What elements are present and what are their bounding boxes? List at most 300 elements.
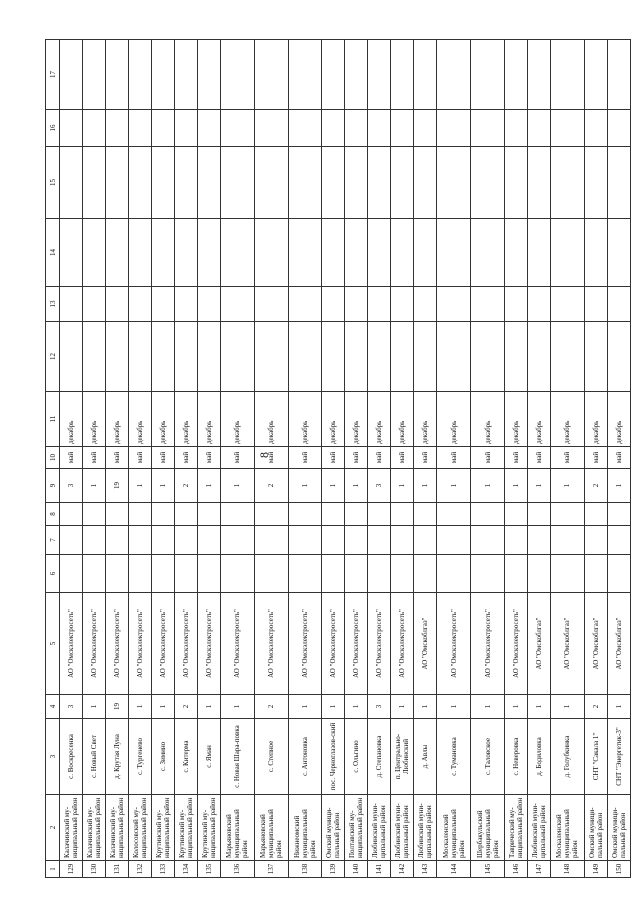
- table-cell: [368, 322, 391, 392]
- table-cell: Марьяновский муниципальный район: [221, 795, 255, 861]
- table-cell: [288, 219, 322, 287]
- table-cell: Марьяновский муниципальный район: [254, 795, 288, 861]
- table-cell: 3: [60, 469, 83, 503]
- table-cell: 3: [368, 469, 391, 503]
- table-cell: [254, 219, 288, 287]
- table-cell: [471, 503, 505, 526]
- table-cell: [83, 110, 106, 147]
- table-cell: [221, 147, 255, 219]
- table-cell: декабрь: [471, 392, 505, 447]
- table-cell: [175, 219, 198, 287]
- table-cell: 147: [528, 861, 551, 878]
- table-cell: [551, 322, 585, 392]
- table-cell: 140: [345, 861, 368, 878]
- column-number: 12: [46, 322, 60, 392]
- table-cell: [505, 503, 528, 526]
- table-cell: с. Неверовка: [505, 719, 528, 795]
- table-cell: [254, 40, 288, 110]
- table-cell: Омский муници-пальный район: [584, 795, 607, 861]
- column-number: 9: [46, 469, 60, 503]
- table-cell: с. Новый Свет: [83, 719, 106, 795]
- table-cell: [414, 503, 437, 526]
- table-cell: [471, 555, 505, 593]
- table-row: [175, 40, 198, 878]
- table-cell: АО "Омскоблгаз": [584, 593, 607, 695]
- table-cell: АО "Омскэлектросеть": [288, 593, 322, 695]
- table-cell: [607, 40, 630, 110]
- table-cell: СНТ "Сакала 1": [584, 719, 607, 795]
- column-number: 2: [46, 795, 60, 861]
- table-cell: [221, 526, 255, 555]
- table-cell: май: [528, 447, 551, 469]
- table-cell: 130: [83, 861, 106, 878]
- table-cell: с. Тумановка: [437, 719, 471, 795]
- table-cell: [505, 219, 528, 287]
- table-cell: СНТ "Энергетик-3": [607, 719, 630, 795]
- table-cell: [471, 322, 505, 392]
- table-cell: [437, 219, 471, 287]
- table-cell: 3: [368, 695, 391, 719]
- table-cell: [60, 555, 83, 593]
- table-cell: 1: [414, 469, 437, 503]
- table-cell: 1: [551, 695, 585, 719]
- table-cell: [60, 322, 83, 392]
- table-cell: 144: [437, 861, 471, 878]
- table-cell: [528, 555, 551, 593]
- table-cell: май: [106, 447, 129, 469]
- table-cell: [414, 147, 437, 219]
- table-cell: с. Антоновка: [288, 719, 322, 795]
- table-cell: [106, 322, 129, 392]
- table-cell: [391, 526, 414, 555]
- table-cell: 19: [106, 469, 129, 503]
- table-row: [391, 40, 414, 878]
- table-cell: [254, 526, 288, 555]
- table-cell: Любинский муни-ципальный район: [414, 795, 437, 861]
- table-cell: [414, 219, 437, 287]
- table-cell: АО "Омскэлектросеть": [198, 593, 221, 695]
- table-row: [221, 40, 255, 878]
- table-cell: [221, 219, 255, 287]
- table-cell: 1: [471, 469, 505, 503]
- table-cell: [175, 147, 198, 219]
- table-cell: 135: [198, 861, 221, 878]
- table-cell: АО "Омскоблгаз": [528, 593, 551, 695]
- table-cell: май: [322, 447, 345, 469]
- table-cell: май: [607, 447, 630, 469]
- table-cell: [345, 555, 368, 593]
- table-cell: [288, 526, 322, 555]
- table-cell: [528, 219, 551, 287]
- table-cell: [368, 287, 391, 322]
- table-cell: с. Китерма: [175, 719, 198, 795]
- table-cell: [106, 219, 129, 287]
- table-cell: 1: [322, 695, 345, 719]
- table-row: [106, 40, 129, 878]
- table-cell: [322, 40, 345, 110]
- table-cell: май: [152, 447, 175, 469]
- table-cell: [254, 322, 288, 392]
- table-row: [414, 40, 437, 878]
- table-cell: [505, 147, 528, 219]
- table-cell: [391, 40, 414, 110]
- table-cell: АО "Омскэлектросеть": [175, 593, 198, 695]
- table-cell: 1: [221, 469, 255, 503]
- table-cell: [83, 219, 106, 287]
- table-cell: [152, 287, 175, 322]
- table-cell: [551, 287, 585, 322]
- table-cell: 1: [129, 469, 152, 503]
- column-number: 3: [46, 719, 60, 795]
- table-cell: декабрь: [288, 392, 322, 447]
- table-cell: [528, 322, 551, 392]
- table-cell: [368, 110, 391, 147]
- table-cell: [528, 147, 551, 219]
- table-cell: декабрь: [198, 392, 221, 447]
- table-cell: 19: [106, 695, 129, 719]
- table-cell: [607, 555, 630, 593]
- table-cell: [505, 526, 528, 555]
- table-cell: 141: [368, 861, 391, 878]
- table-cell: 1: [152, 469, 175, 503]
- table-row: [288, 40, 322, 878]
- table-cell: [152, 555, 175, 593]
- table-cell: [60, 110, 83, 147]
- table-cell: [129, 555, 152, 593]
- table-cell: [528, 287, 551, 322]
- header-row: [46, 40, 60, 878]
- table-row: [152, 40, 175, 878]
- table-cell: декабрь: [437, 392, 471, 447]
- table-cell: [505, 110, 528, 147]
- table-cell: май: [551, 447, 585, 469]
- table-cell: [391, 110, 414, 147]
- table-cell: [607, 503, 630, 526]
- table-cell: с. Таловское: [471, 719, 505, 795]
- table-cell: [322, 287, 345, 322]
- column-number: 4: [46, 695, 60, 719]
- table-cell: декабрь: [368, 392, 391, 447]
- table-cell: [391, 219, 414, 287]
- table-cell: 1: [414, 695, 437, 719]
- table-cell: 1: [551, 469, 585, 503]
- table-cell: [175, 40, 198, 110]
- table-cell: Любинский муни-ципальный район: [391, 795, 414, 861]
- table-cell: [437, 526, 471, 555]
- table-cell: [551, 526, 585, 555]
- table-cell: [345, 322, 368, 392]
- table-cell: декабрь: [505, 392, 528, 447]
- table-cell: 1: [607, 695, 630, 719]
- table-cell: [437, 110, 471, 147]
- table-row: [60, 40, 83, 878]
- table-cell: Омский муници-пальный район: [322, 795, 345, 861]
- table-cell: [221, 287, 255, 322]
- table-cell: Таврический му-ниципальный район: [505, 795, 528, 861]
- table-cell: [129, 526, 152, 555]
- table-cell: [584, 40, 607, 110]
- table-cell: Крутинский му-ниципальный район: [152, 795, 175, 861]
- table-cell: [322, 219, 345, 287]
- table-cell: АО "Омскоблгаз": [551, 593, 585, 695]
- table-cell: Крутинский му-ниципальный район: [198, 795, 221, 861]
- table-cell: 146: [505, 861, 528, 878]
- table-cell: [83, 40, 106, 110]
- table-cell: с. Воскресенка: [60, 719, 83, 795]
- table-cell: [528, 40, 551, 110]
- table-row: [471, 40, 505, 878]
- table-cell: Шербакульский муниципальный район: [471, 795, 505, 861]
- table-cell: май: [60, 447, 83, 469]
- table-cell: [152, 110, 175, 147]
- table-cell: АО "Омскоблгаз": [414, 593, 437, 695]
- table-cell: [528, 110, 551, 147]
- table-cell: декабрь: [345, 392, 368, 447]
- table-cell: АО "Омскэлектросеть": [60, 593, 83, 695]
- table-cell: АО "Омскэлектросеть": [391, 593, 414, 695]
- table-cell: п. Центрально-Любинский: [391, 719, 414, 795]
- table-cell: декабрь: [60, 392, 83, 447]
- table-cell: [505, 555, 528, 593]
- table-cell: май: [437, 447, 471, 469]
- table-cell: декабрь: [607, 392, 630, 447]
- table-cell: 143: [414, 861, 437, 878]
- table-row: [584, 40, 607, 878]
- table-cell: [106, 110, 129, 147]
- table-cell: [368, 503, 391, 526]
- table-cell: [254, 503, 288, 526]
- table-cell: декабрь: [551, 392, 585, 447]
- table-cell: [322, 555, 345, 593]
- table-cell: [505, 287, 528, 322]
- table-cell: 1: [288, 469, 322, 503]
- table-cell: [368, 147, 391, 219]
- table-cell: [345, 526, 368, 555]
- table-cell: Любинский муни-ципальный район: [368, 795, 391, 861]
- table-cell: [288, 40, 322, 110]
- table-cell: май: [288, 447, 322, 469]
- table-row: [198, 40, 221, 878]
- table-cell: АО "Омскэлектросеть": [471, 593, 505, 695]
- table-cell: [198, 219, 221, 287]
- table-cell: [198, 526, 221, 555]
- table-cell: [60, 147, 83, 219]
- table-cell: [437, 322, 471, 392]
- table-cell: Москаленский муниципальный район: [551, 795, 585, 861]
- column-number: 1: [46, 861, 60, 878]
- table-cell: [607, 147, 630, 219]
- table-cell: [152, 147, 175, 219]
- table-cell: май: [129, 447, 152, 469]
- table-row: [528, 40, 551, 878]
- table-cell: АО "Омскэлектросеть": [106, 593, 129, 695]
- column-number: 16: [46, 110, 60, 147]
- table-cell: [584, 147, 607, 219]
- table-cell: [83, 147, 106, 219]
- table-cell: [198, 147, 221, 219]
- table-cell: с. Зимино: [152, 719, 175, 795]
- table-cell: [60, 526, 83, 555]
- table-cell: [175, 287, 198, 322]
- table-cell: 1: [391, 469, 414, 503]
- table-cell: [288, 322, 322, 392]
- table-cell: [221, 110, 255, 147]
- table-cell: [471, 40, 505, 110]
- table-cell: с. Степное: [254, 719, 288, 795]
- table-cell: [551, 110, 585, 147]
- table-cell: декабрь: [584, 392, 607, 447]
- table-cell: [106, 287, 129, 322]
- table-cell: [152, 526, 175, 555]
- table-cell: декабрь: [221, 392, 255, 447]
- table-cell: [471, 287, 505, 322]
- table-cell: 1: [198, 695, 221, 719]
- table-cell: [607, 287, 630, 322]
- table-cell: [129, 503, 152, 526]
- table-cell: [288, 503, 322, 526]
- table-row: [437, 40, 471, 878]
- table-cell: [345, 503, 368, 526]
- schedule-table: [45, 39, 631, 878]
- table-cell: [83, 287, 106, 322]
- table-cell: [391, 555, 414, 593]
- table-cell: Калачинский му-ниципальный район: [83, 795, 106, 861]
- table-cell: 1: [129, 695, 152, 719]
- column-number: 11: [46, 392, 60, 447]
- table-cell: [288, 287, 322, 322]
- table-cell: декабрь: [152, 392, 175, 447]
- table-cell: АО "Омскоблгаз": [607, 593, 630, 695]
- table-cell: 1: [505, 695, 528, 719]
- table-cell: [198, 40, 221, 110]
- table-cell: [607, 110, 630, 147]
- table-cell: 1: [471, 695, 505, 719]
- table-cell: [414, 555, 437, 593]
- table-cell: АО "Омскэлектросеть": [345, 593, 368, 695]
- table-cell: [322, 147, 345, 219]
- table-cell: [584, 555, 607, 593]
- table-cell: [175, 503, 198, 526]
- table-cell: [437, 555, 471, 593]
- table-cell: 145: [471, 861, 505, 878]
- table-cell: Колосовский му-ниципальный район: [129, 795, 152, 861]
- table-cell: [551, 219, 585, 287]
- table-cell: 1: [437, 469, 471, 503]
- table-cell: [584, 526, 607, 555]
- column-number: 6: [46, 555, 60, 593]
- table-cell: [198, 322, 221, 392]
- table-cell: [322, 110, 345, 147]
- table-cell: 1: [345, 695, 368, 719]
- table-cell: [505, 322, 528, 392]
- table-cell: 134: [175, 861, 198, 878]
- table-cell: [106, 526, 129, 555]
- table-cell: 137: [254, 861, 288, 878]
- table-cell: май: [471, 447, 505, 469]
- table-cell: АО "Омскэлектросеть": [437, 593, 471, 695]
- table-cell: май: [391, 447, 414, 469]
- table-cell: [175, 110, 198, 147]
- table-cell: 149: [584, 861, 607, 878]
- table-cell: [391, 322, 414, 392]
- table-cell: [607, 322, 630, 392]
- table-cell: [60, 40, 83, 110]
- table-cell: [129, 110, 152, 147]
- table-cell: [106, 555, 129, 593]
- table-cell: [60, 219, 83, 287]
- column-number: 14: [46, 219, 60, 287]
- table-cell: [584, 110, 607, 147]
- table-cell: [221, 503, 255, 526]
- table-cell: [322, 526, 345, 555]
- table-cell: [83, 322, 106, 392]
- table-row: [345, 40, 368, 878]
- table-cell: Крутинский му-ниципальный район: [175, 795, 198, 861]
- table-cell: 2: [254, 469, 288, 503]
- table-cell: [60, 287, 83, 322]
- table-cell: [471, 110, 505, 147]
- table-cell: декабрь: [528, 392, 551, 447]
- table-cell: Калачинский му-ниципальный район: [106, 795, 129, 861]
- table-cell: [414, 40, 437, 110]
- table-cell: 148: [551, 861, 585, 878]
- table-cell: АО "Омскэлектросеть": [152, 593, 175, 695]
- page-number: 8: [257, 452, 271, 458]
- table-cell: декабрь: [414, 392, 437, 447]
- table-cell: Полтавский му-ниципальный район: [345, 795, 368, 861]
- table-cell: [254, 110, 288, 147]
- table-cell: 1: [83, 695, 106, 719]
- table-row: [129, 40, 152, 878]
- table-cell: май: [584, 447, 607, 469]
- table-cell: май: [254, 447, 288, 469]
- table-cell: май: [221, 447, 255, 469]
- table-cell: [345, 40, 368, 110]
- table-cell: [129, 40, 152, 110]
- table-cell: [198, 110, 221, 147]
- table-row: [505, 40, 528, 878]
- table-cell: 1: [505, 469, 528, 503]
- table-row: [83, 40, 106, 878]
- table-cell: [584, 287, 607, 322]
- table-cell: [437, 147, 471, 219]
- table-cell: 1: [528, 695, 551, 719]
- table-row: [322, 40, 345, 878]
- table-cell: 3: [60, 695, 83, 719]
- table-cell: [584, 322, 607, 392]
- table-cell: АО "Омскэлектросеть": [505, 593, 528, 695]
- table-cell: [288, 555, 322, 593]
- table-cell: 2: [175, 695, 198, 719]
- table-cell: [551, 147, 585, 219]
- table-cell: май: [83, 447, 106, 469]
- table-cell: [129, 219, 152, 287]
- table-cell: [198, 555, 221, 593]
- table-cell: [106, 40, 129, 110]
- table-cell: декабрь: [129, 392, 152, 447]
- table-cell: [505, 40, 528, 110]
- table-cell: пос. Черноглазов-ский: [322, 719, 345, 795]
- table-cell: май: [345, 447, 368, 469]
- table-cell: декабрь: [175, 392, 198, 447]
- table-cell: [551, 40, 585, 110]
- table-cell: 1: [345, 469, 368, 503]
- table-cell: [414, 322, 437, 392]
- table-cell: 2: [584, 695, 607, 719]
- table-cell: 1: [198, 469, 221, 503]
- table-cell: с. Ольгино: [345, 719, 368, 795]
- table-cell: [345, 110, 368, 147]
